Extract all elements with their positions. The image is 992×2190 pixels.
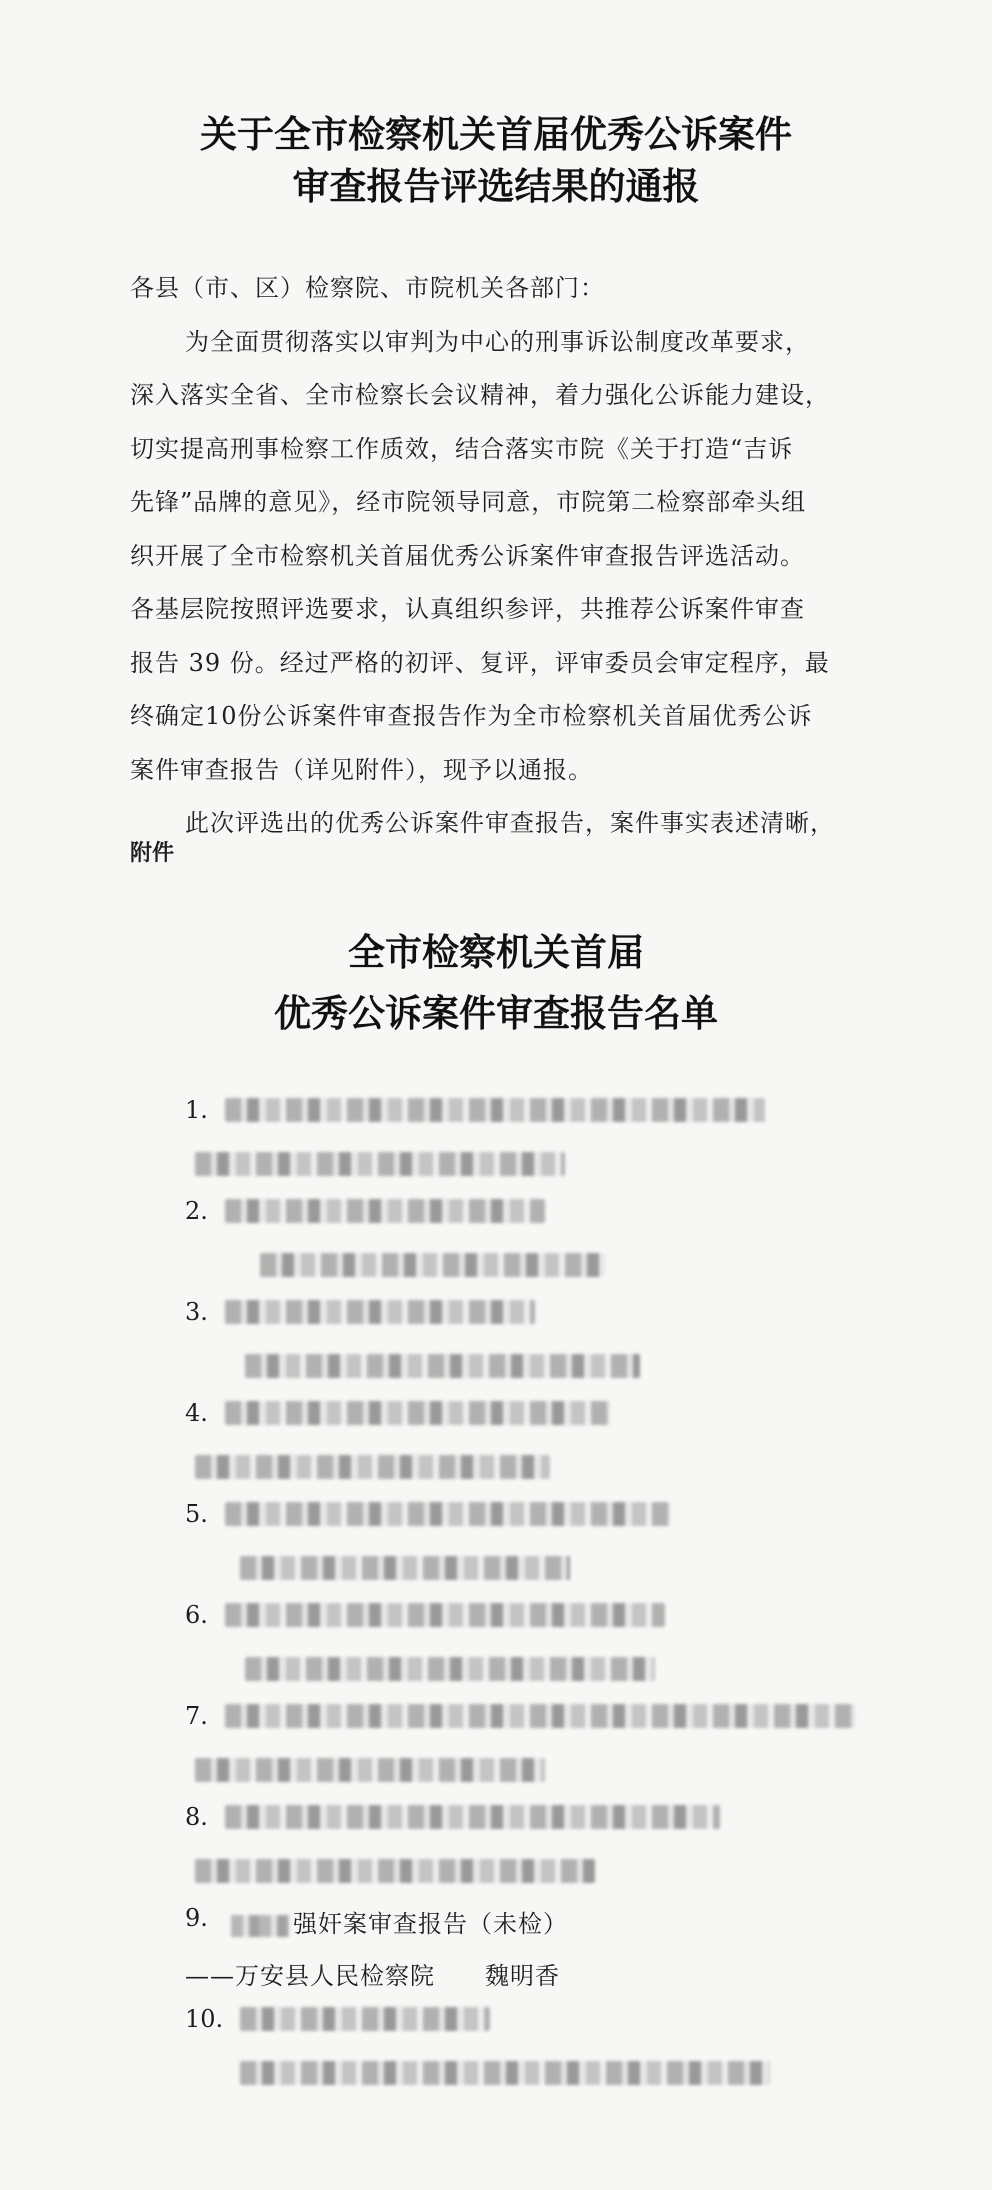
list-item bbox=[185, 1494, 885, 1595]
list-item bbox=[185, 1393, 885, 1494]
paragraph-line: 案件审查报告（详见附件），现予以通报。 bbox=[130, 755, 593, 784]
list-item bbox=[185, 1898, 885, 1999]
list-item bbox=[185, 1090, 885, 1191]
redacted-text bbox=[195, 1152, 565, 1176]
paragraph-line: 织开展了全市检察机关首届优秀公诉案件审查报告评选活动。 bbox=[130, 541, 805, 570]
award-list bbox=[185, 1090, 885, 2100]
attachment-label: 附件 bbox=[130, 840, 175, 866]
case-title: 强奸案审查报告（未检） bbox=[293, 1910, 568, 1938]
item-number: 1. bbox=[185, 1096, 208, 1124]
list-item-line1 bbox=[225, 1904, 568, 1939]
salutation: 各县（市、区）检察院、市院机关各部门： bbox=[130, 274, 605, 302]
redacted-text bbox=[245, 1354, 640, 1378]
redacted-text bbox=[225, 1098, 765, 1122]
list-item bbox=[185, 1191, 885, 1292]
list-item bbox=[185, 1696, 885, 1797]
attachment-title-line1: 全市检察机关首届 bbox=[348, 930, 644, 974]
list-item bbox=[185, 1595, 885, 1696]
redacted-text bbox=[225, 1603, 665, 1627]
item-number: 9. bbox=[185, 1904, 208, 1932]
redacted-text bbox=[195, 1758, 545, 1782]
item-number: 3. bbox=[185, 1298, 208, 1326]
paragraph-line: 终确定10份公诉案件审查报告作为全市检察机关首届优秀公诉 bbox=[130, 702, 813, 730]
redacted-text bbox=[231, 1915, 289, 1937]
redacted-text bbox=[225, 1502, 670, 1526]
paragraph-line: 为全面贯彻落实以审判为中心的刑事诉讼制度改革要求， bbox=[185, 327, 810, 356]
redacted-text bbox=[260, 1253, 605, 1277]
paragraph-line: 此次评选出的优秀公诉案件审查报告，案件事实表述清晰， bbox=[185, 809, 835, 837]
redacted-text bbox=[225, 1300, 535, 1324]
paragraph-line: 切实提高刑事检察工作质效，结合落实市院《关于打造“吉诉 bbox=[130, 434, 794, 463]
paragraph-line: 深入落实全省、全市检察长会议精神，着力强化公诉能力建设， bbox=[130, 381, 830, 409]
item-number: 8. bbox=[185, 1803, 208, 1831]
item-number: 6. bbox=[185, 1601, 208, 1629]
redacted-text bbox=[195, 1455, 550, 1479]
item-number: 7. bbox=[185, 1702, 208, 1730]
redacted-text bbox=[225, 1199, 545, 1223]
list-item-line2: ——万安县人民检察院 魏明香 bbox=[185, 1962, 560, 1990]
item-number: 4. bbox=[185, 1399, 208, 1427]
attachment-title bbox=[0, 922, 992, 1044]
item-number: 5. bbox=[185, 1500, 208, 1528]
list-item bbox=[185, 1797, 885, 1898]
redacted-text bbox=[245, 1657, 655, 1681]
list-item bbox=[185, 1292, 885, 1393]
notice-title-line1: 关于全市检察机关首届优秀公诉案件 bbox=[200, 112, 792, 156]
redacted-text bbox=[225, 1704, 855, 1728]
item-number: 10. bbox=[185, 2005, 224, 2033]
redacted-text bbox=[240, 1556, 570, 1580]
notice-title bbox=[0, 108, 992, 212]
paragraph-line: 各基层院按照评选要求，认真组织参评，共推荐公诉案件审查 bbox=[130, 595, 805, 623]
redacted-text bbox=[225, 1805, 720, 1829]
item-number: 2. bbox=[185, 1197, 208, 1225]
notice-body bbox=[130, 262, 860, 851]
list-item bbox=[185, 1999, 885, 2100]
redacted-text bbox=[240, 2007, 490, 2031]
notice-title-line2: 审查报告评选结果的通报 bbox=[292, 164, 700, 208]
redacted-text bbox=[240, 2061, 770, 2085]
attachment-title-line2: 优秀公诉案件审查报告名单 bbox=[274, 991, 718, 1035]
redacted-text bbox=[225, 1401, 610, 1425]
paragraph-line: 先锋”品牌的意见》，经市院领导同意，市院第二检察部牵头组 bbox=[130, 488, 807, 516]
paragraph-line: 报告 39 份。经过严格的初评、复评，评审委员会审定程序，最 bbox=[130, 648, 830, 677]
redacted-text bbox=[195, 1859, 595, 1883]
